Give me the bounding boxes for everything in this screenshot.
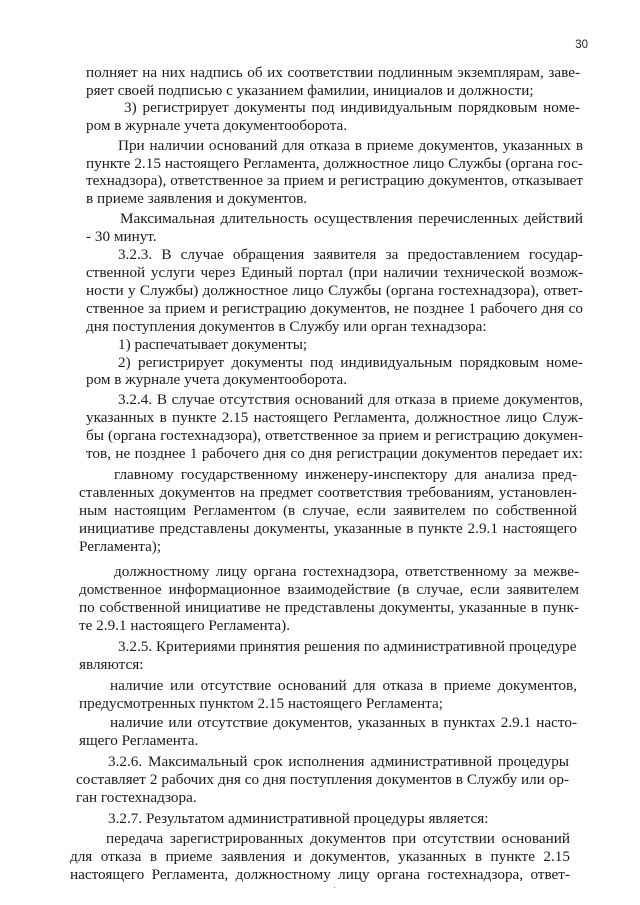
- text-line: ром в журнале учета документооборота.: [86, 371, 348, 388]
- text-line: ряет своей подписью с указанием фамилии, инициалов и должности;: [86, 82, 534, 99]
- text-line: 1) распечатывает документы;: [118, 336, 308, 353]
- text-line: наличие или отсутствие документов, указанных в пунктах 2.9.1 насто-: [110, 714, 577, 731]
- text-line: являются:: [79, 656, 144, 673]
- text-line: дня поступления документов в Службу или орган технадзора:: [86, 318, 487, 335]
- text-line: предусмотренных пунктом 2.15 настоящего Регламента;: [79, 695, 443, 712]
- text-line: в приеме заявления и документов.: [86, 190, 308, 207]
- text-line: ставленных документов на предмет соответствия требованиям, установлен-: [79, 484, 577, 501]
- text-line: ственной услуги через Единый портал (при наличии технической возмож-: [86, 264, 583, 281]
- text-line: 2) регистрирует документы под индивидуальным порядковым номе-: [118, 354, 583, 371]
- text-line: главному государственному инженеру-инспектору для анализа пред-: [114, 466, 577, 483]
- scan-speck: [334, 887, 335, 888]
- text-line: ящего Регламента.: [79, 732, 199, 749]
- text-line: 3.2.6. Максимальный срок исполнения административной процедуры: [108, 753, 569, 770]
- text-line: ром в журнале учета документооборота.: [86, 117, 348, 134]
- text-line: инициативе представлены документы, указанные в пункте 2.9.1 настоящего: [79, 520, 577, 537]
- text-line: ственное за прием и регистрацию документов, не позднее 1 рабочего дня со: [86, 300, 583, 317]
- text-line: - 30 минут.: [86, 228, 157, 245]
- text-line: домственное информационное взаимодействие (в случае, если заявителем: [79, 581, 579, 598]
- text-line: должностному лицу органа гостехнадзора, ответственному за межве-: [114, 563, 579, 580]
- text-line: составляет 2 рабочих дня со дня поступления документов в Службу или ор-: [76, 771, 569, 788]
- text-line: ности у Службы) должностное лицо Службы (органа гостехнадзора), ответ-: [86, 282, 583, 299]
- text-line: Максимальная длительность осуществления перечисленных действий: [120, 210, 583, 227]
- text-line: Регламента);: [79, 538, 162, 555]
- text-line: по собственной инициативе не представлены документы, указанные в пунк-: [79, 599, 579, 616]
- text-line: бы (органа гостехнадзора), ответственное за прием и регистрацию докумен-: [86, 427, 583, 444]
- text-line: наличие или отсутствие оснований для отказа в приеме документов,: [110, 677, 577, 694]
- text-line: 3.2.3. В случае обращения заявителя за предоставлением государ-: [118, 246, 583, 263]
- text-line: технадзора), ответственное за прием и регистрацию документов, отказывает: [86, 172, 583, 189]
- text-line: 3) регистрирует документы под индивидуальным порядковым номе-: [124, 99, 580, 116]
- text-line: указанных в пункте 2.15 настоящего Регламента, должностное лицо Служ-: [86, 409, 583, 426]
- text-line: 3.2.5. Критериями принятия решения по административной процедуре: [118, 638, 577, 655]
- text-line: 3.2.4. В случае отсутствия оснований для отказа в приеме документов,: [118, 391, 583, 408]
- text-line: пункте 2.15 настоящего Регламента, должностное лицо Службы (органа гос-: [86, 155, 583, 172]
- page-number: 30: [575, 39, 588, 51]
- text-line: те 2.9.1 настоящего Регламента).: [79, 617, 291, 634]
- text-line: полняет на них надпись об их соответствии подлинным экземплярам, заве-: [86, 64, 580, 81]
- text-line: ган гостехнадзора.: [76, 789, 197, 806]
- text-line: тов, не позднее 1 рабочего дня со дня регистрации документов передает их:: [86, 445, 583, 462]
- text-line: настоящего Регламента, должностному лицу органа гостехнадзора, ответ-: [70, 866, 570, 883]
- text-line: ным настоящим Регламентом (в случае, если заявителем по собственной: [79, 502, 577, 519]
- text-line: При наличии оснований для отказа в приеме документов, указанных в: [118, 137, 583, 154]
- text-line: для отказа в приеме заявления и документов, указанных в пункте 2.15: [70, 848, 570, 865]
- text-line: передача зарегистрированных документов при отсутствии оснований: [106, 830, 570, 847]
- text-line: 3.2.7. Результатом административной процедуры является:: [108, 810, 489, 827]
